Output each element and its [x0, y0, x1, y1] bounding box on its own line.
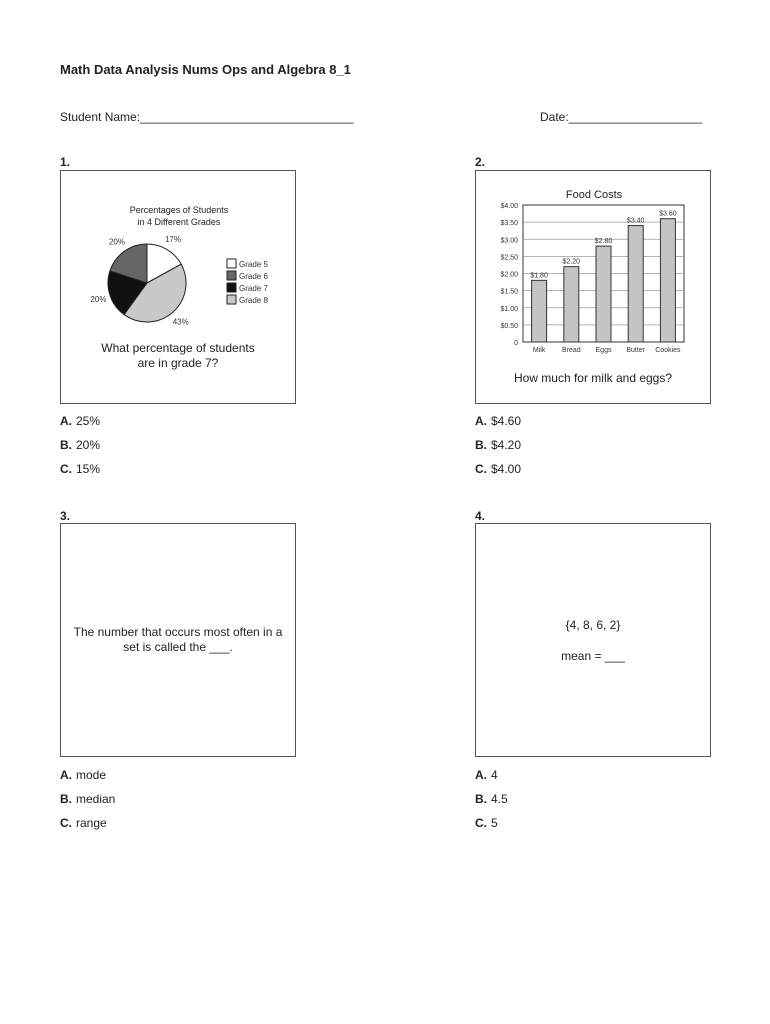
choice-letter: A. — [475, 414, 487, 428]
question-4-choice-a[interactable] — [475, 768, 498, 782]
pie-title-line2: in 4 Different Grades — [137, 217, 221, 227]
choice-text: 25% — [76, 414, 101, 428]
pie-slice-label: 17% — [164, 235, 182, 245]
pie-chart — [61, 171, 295, 341]
question-2-prompt: How much for milk and eggs? — [513, 371, 673, 385]
bar-bread — [564, 267, 579, 342]
choice-letter: A. — [475, 768, 487, 782]
question-3-choice-b[interactable] — [60, 792, 115, 806]
choice-text: $4.60 — [491, 414, 522, 428]
y-tick-label: $1.00 — [500, 305, 518, 313]
choice-letter: A. — [60, 768, 72, 782]
question-2-number: 2. — [475, 155, 486, 169]
choice-text: 4.5 — [491, 792, 508, 806]
pie-title-line1: Percentages of Students — [129, 205, 229, 215]
legend-label: Grade 6 — [239, 272, 268, 281]
x-tick-label: Cookies — [655, 347, 681, 354]
question-3-prompt-line2: set is called the ___. — [123, 640, 233, 654]
question-4-box — [475, 523, 711, 757]
legend-swatch — [227, 259, 236, 268]
choice-text: $4.20 — [491, 438, 522, 452]
question-4-choice-b[interactable] — [475, 792, 508, 806]
question-4-prompt-set: {4, 8, 6, 2} — [565, 618, 621, 632]
question-4-choice-c[interactable] — [475, 816, 498, 830]
choice-text: median — [76, 792, 116, 806]
choice-letter: A. — [60, 414, 72, 428]
bar-cookies — [660, 219, 675, 342]
x-tick-label: Bread — [561, 347, 581, 354]
pie-slice-label: 43% — [172, 317, 189, 327]
choice-text: 20% — [76, 438, 101, 452]
choice-letter: C. — [60, 462, 72, 476]
student-name-field[interactable]: Student Name:________________________________ — [60, 110, 354, 124]
choice-letter: B. — [475, 438, 487, 452]
question-3-choice-a[interactable] — [60, 768, 106, 782]
legend-label: Grade 7 — [239, 284, 268, 293]
bar-value-label: $3.60 — [659, 210, 677, 218]
choice-letter: B. — [60, 438, 72, 452]
bar-value-label: $2.80 — [594, 238, 613, 246]
choice-text: 4 — [491, 768, 498, 782]
bar-butter — [628, 226, 643, 342]
question-3-choice-c[interactable] — [60, 816, 107, 830]
x-tick-label: Eggs — [595, 347, 612, 354]
x-tick-label: Butter — [626, 347, 646, 354]
y-tick-label: $3.00 — [500, 237, 518, 245]
question-1-box — [60, 170, 296, 404]
question-2-box — [475, 170, 711, 404]
choice-letter: B. — [60, 792, 72, 806]
y-tick-label: 0 — [514, 340, 518, 347]
question-1-choice-b[interactable] — [60, 438, 100, 452]
y-tick-label: $1.50 — [500, 288, 518, 296]
bar-chart-title: Food Costs — [565, 189, 623, 201]
question-3-box — [60, 523, 296, 757]
page-title: Math Data Analysis Nums Ops and Algebra 8_1 — [60, 62, 351, 77]
question-4-prompt-mean: mean = ___ — [561, 649, 625, 663]
legend-swatch — [227, 283, 236, 292]
bar-eggs — [596, 246, 611, 342]
legend-swatch — [227, 271, 236, 280]
question-1-choice-c[interactable] — [60, 462, 100, 476]
date-field[interactable]: Date:____________________ — [540, 110, 703, 124]
choice-text: 15% — [76, 462, 101, 476]
question-3-prompt-line1: The number that occurs most often in a — [73, 625, 283, 639]
choice-text: range — [76, 816, 107, 830]
legend-swatch — [227, 295, 236, 304]
bar-value-label: $1.80 — [530, 272, 548, 280]
choice-text: $4.00 — [491, 462, 522, 476]
legend-label: Grade 8 — [239, 296, 268, 305]
y-tick-label: $2.00 — [500, 271, 518, 279]
x-tick-label: Milk — [532, 347, 546, 354]
bar-value-label: $2.20 — [562, 258, 581, 266]
choice-text: mode — [76, 768, 107, 782]
question-1-choice-a[interactable] — [60, 414, 100, 428]
question-2-choice-c[interactable] — [475, 462, 521, 476]
bar-chart — [476, 171, 710, 361]
choice-letter: C. — [60, 816, 72, 830]
pie-slice-label: 20% — [108, 237, 126, 247]
y-tick-label: $2.50 — [500, 254, 518, 262]
question-4-number: 4. — [475, 509, 486, 523]
choice-letter: C. — [475, 816, 487, 830]
question-1-prompt-line1: What percentage of students — [101, 341, 255, 355]
question-3-number: 3. — [60, 509, 71, 523]
choice-letter: C. — [475, 462, 487, 476]
question-1-prompt-line2: are in grade 7? — [137, 356, 219, 370]
bar-value-label: $3.40 — [626, 217, 645, 225]
y-tick-label: $3.50 — [500, 220, 518, 228]
pie-slice-label: 20% — [90, 294, 107, 304]
question-2-choice-b[interactable] — [475, 438, 521, 452]
choice-letter: B. — [475, 792, 487, 806]
question-2-choice-a[interactable] — [475, 414, 521, 428]
bar-milk — [532, 280, 547, 342]
legend-label: Grade 5 — [239, 260, 268, 269]
choice-text: 5 — [491, 816, 498, 830]
question-1-number: 1. — [60, 155, 71, 169]
y-tick-label: $0.50 — [500, 322, 518, 330]
y-tick-label: $4.00 — [500, 203, 518, 210]
